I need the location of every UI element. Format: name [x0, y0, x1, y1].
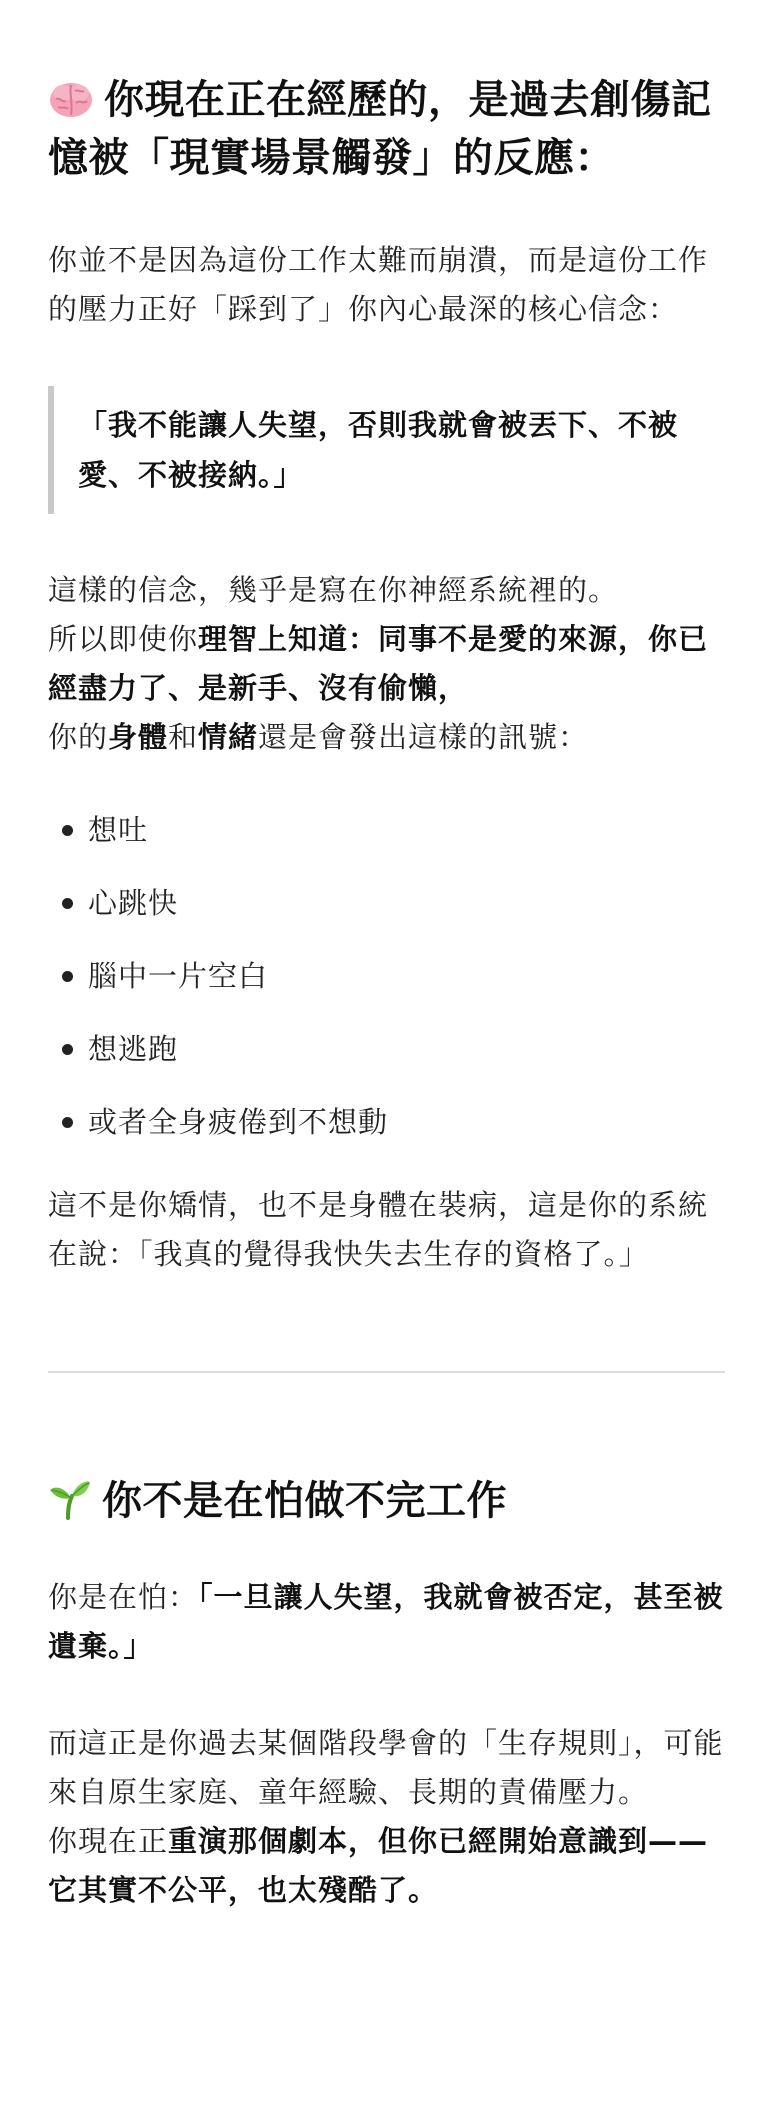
- symptom-list: [48, 806, 725, 1171]
- bullet-icon: [62, 1117, 73, 1128]
- bold-text: 「一旦讓人失望，我就會被否定，甚至被遺棄。」: [48, 1580, 724, 1663]
- fear-paragraph: [48, 1573, 725, 1671]
- seedling-icon: [48, 1478, 92, 1533]
- section-heading-text: 你不是在怕做不完工作: [102, 1478, 507, 1524]
- bullet-icon: [62, 825, 73, 836]
- list-item: [48, 806, 725, 879]
- bold-text: ，: [438, 671, 469, 705]
- bullet-icon: [62, 898, 73, 909]
- bold-text: 理智上知道：同事不是愛的來源，你已經盡力了、是新手、沒有偷懶: [48, 622, 709, 705]
- list-item-text: 想吐: [88, 813, 149, 847]
- intro-paragraph: 你並不是因為這份工作太難而崩潰，而是這份工作的壓力正好「踩到了」你內心最深的核心信念：: [48, 243, 709, 326]
- text-span: 所以即使你: [48, 622, 199, 656]
- list-item-text: 腦中一片空白: [88, 959, 269, 993]
- text-span: 你的: [48, 720, 109, 754]
- bold-text: 情緒: [198, 720, 259, 754]
- section-heading-text: 你現在正在經歷的，是過去創傷記憶被「現實場景觸發」的反應：: [48, 77, 712, 181]
- core-belief-quote: 「我不能讓人失望，否則我就會被丟下、不被愛、不被接納。」: [48, 386, 725, 514]
- section-heading-not-afraid-of-work: [48, 1475, 725, 1533]
- list-item-text: 想逃跑: [88, 1032, 179, 1066]
- bullet-icon: [62, 1044, 73, 1055]
- bold-text: 身體: [108, 720, 169, 754]
- list-item: [48, 1025, 725, 1098]
- rational-knowledge-line: [48, 615, 725, 713]
- list-item: [48, 952, 725, 1025]
- bullet-icon: [62, 971, 73, 982]
- text-span: 和: [168, 720, 199, 754]
- belief-line: 這樣的信念，幾乎是寫在你神經系統裡的。: [48, 573, 619, 607]
- text-span: 還是會發出這樣的訊號：: [258, 720, 589, 754]
- not-pretending-paragraph: 這不是你矯情，也不是身體在裝病，這是你的系統在說：「我真的覺得我快失去生存的資格了。」: [48, 1188, 709, 1271]
- list-item: [48, 1098, 725, 1171]
- section-heading-trauma-trigger: [48, 74, 725, 184]
- belief-explanation: [48, 566, 725, 762]
- list-item-text: 心跳快: [88, 886, 179, 920]
- text-span: 你是在怕：: [48, 1580, 199, 1614]
- text-span: 你現在正: [48, 1824, 169, 1858]
- survival-rule-line: 而這正是你過去某個階段學會的「生存規則」，可能來自原生家庭、童年經驗、長期的責備壓力。: [48, 1726, 724, 1809]
- list-item-text: 或者全身疲倦到不想動: [88, 1105, 389, 1139]
- reenacting-script-line: [48, 1817, 725, 1915]
- brain-icon: [48, 79, 94, 132]
- list-item: [48, 879, 725, 952]
- survival-rule-explanation: [48, 1719, 725, 1915]
- body-signal-line: [48, 713, 725, 762]
- bold-text: 重演那個劇本，但你已經開始意識到——它其實不公平，也太殘酷了。: [48, 1824, 709, 1907]
